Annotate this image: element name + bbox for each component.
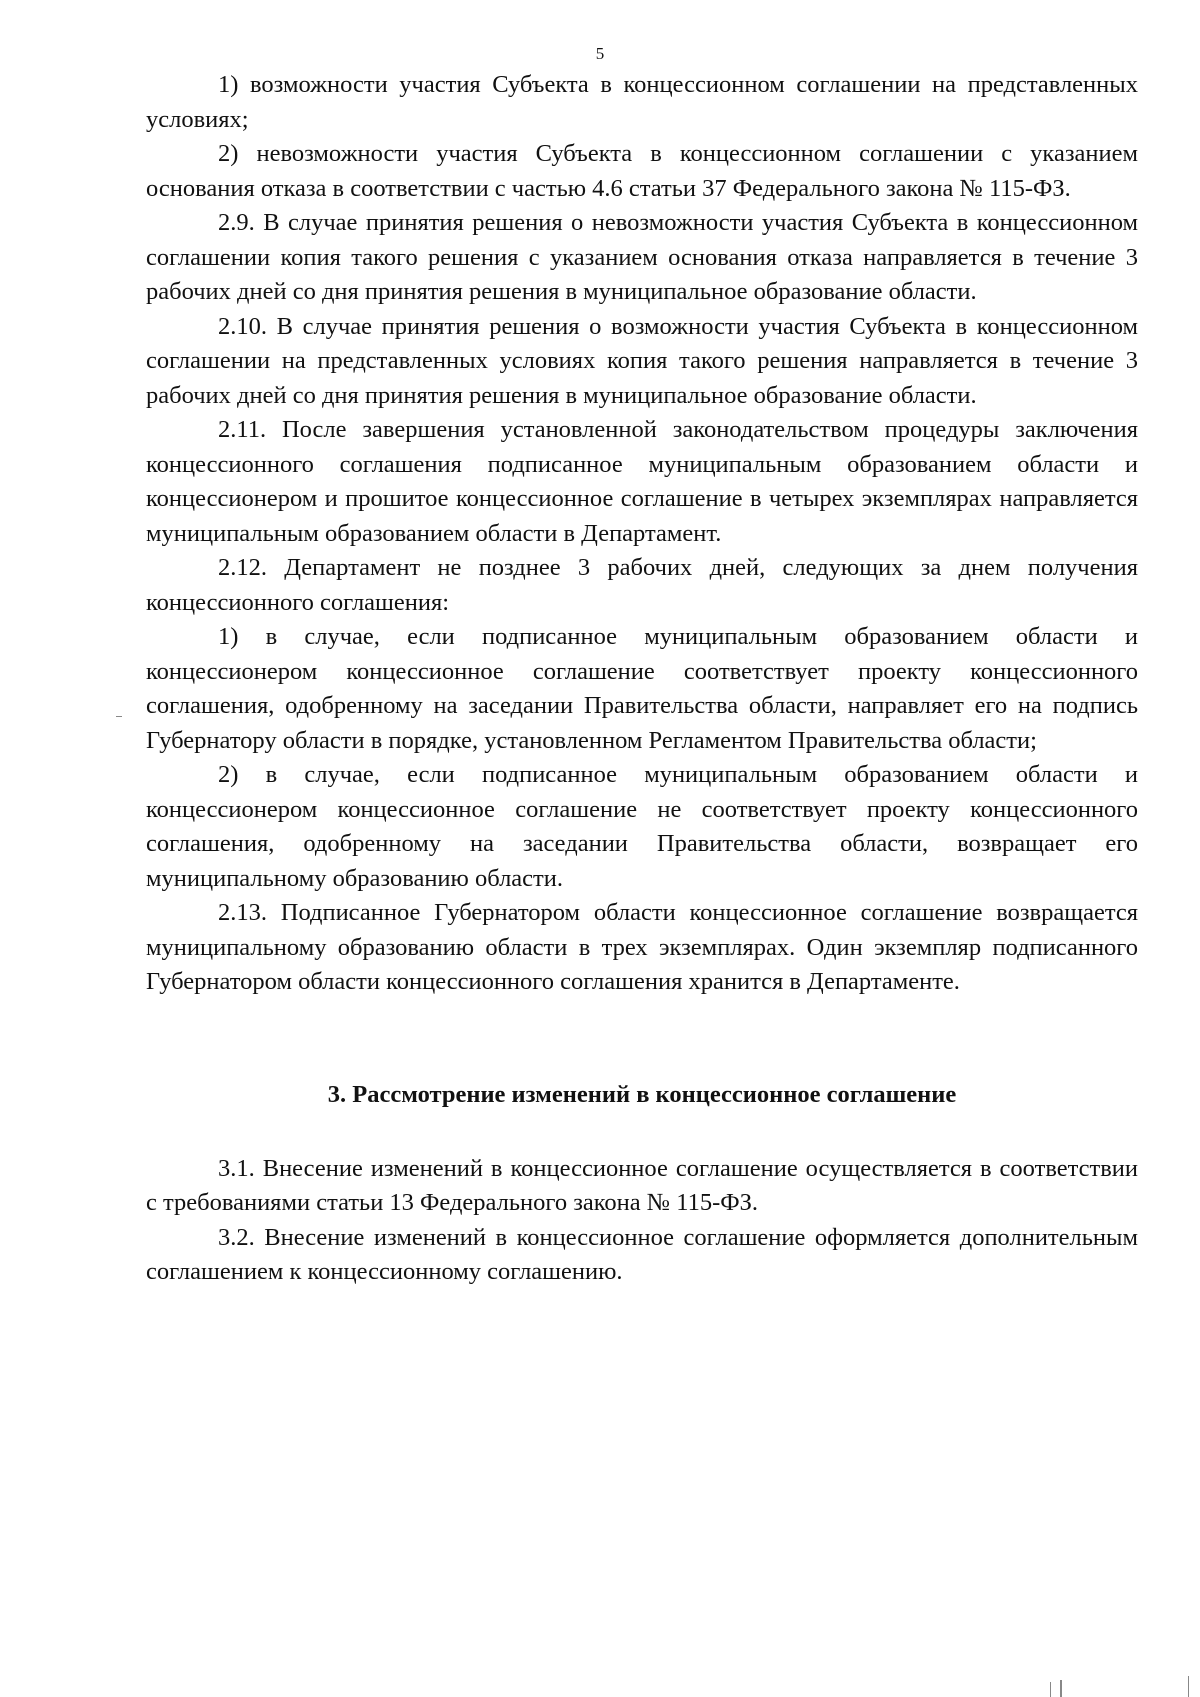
scan-edge-mark xyxy=(1060,1680,1062,1697)
document-body xyxy=(146,68,1138,1290)
paragraph-2-12-item-2: 2) в случае, если подписанное муниципальным образованием области и концессионером концессионное соглашение не соответствует проекту концессионного соглашения, одобренному на заседании Правительства области, возвращает его муниципальному образованию области. xyxy=(146,761,1138,892)
paragraph-3-1: 3.1. Внесение изменений в концессионное соглашение осуществляется в соответствии с требованиями статьи 13 Федерального закона № 115-ФЗ. xyxy=(146,1154,1138,1216)
paragraph-2-9: 2.9. В случае принятия решения о невозможности участия Субъекта в концессионном соглашении копия такого решения с указанием основания отказа направляется в течение 3 рабочих дней со дня принятия решения в муниципальное образование области. xyxy=(146,209,1138,305)
paragraph-2-12: 2.12. Департамент не позднее 3 рабочих дней, следующих за днем получения концессионного соглашения: xyxy=(146,554,1138,616)
page-number: 5 xyxy=(595,44,605,63)
paragraph-3-2: 3.2. Внесение изменений в концессионное соглашение оформляется дополнительным соглашением к концессионному соглашению. xyxy=(146,1223,1138,1285)
scan-edge-mark xyxy=(1188,1676,1189,1697)
paragraph-item-2: 2) невозможности участия Субъекта в концессионном соглашении с указанием основания отказа в соответствии с частью 4.6 статьи 37 Федерального закона № 115-ФЗ. xyxy=(146,140,1138,202)
paragraph-item-1: 1) возможности участия Субъекта в концессионном соглашении на представленных условиях; xyxy=(146,71,1138,133)
scan-edge-mark xyxy=(1050,1682,1051,1697)
section-3-title: 3. Рассмотрение изменений в концессионное соглашение xyxy=(327,1080,957,1108)
paragraph-2-13: 2.13. Подписанное Губернатором области концессионное соглашение возвращается муниципальному образованию области в трех экземплярах. Один экземпляр подписанного Губернатором области концессионного соглашения хранится в Департаменте. xyxy=(146,899,1138,995)
paragraph-2-10: 2.10. В случае принятия решения о возможности участия Субъекта в концессионном соглашении на представленных условиях копия такого решения направляется в течение 3 рабочих дней со дня принятия решения в муниципальное образование области. xyxy=(146,312,1138,409)
scan-edge-mark xyxy=(116,716,122,717)
paragraph-2-11: 2.11. После завершения установленной законодательством процедуры заключения концессионного соглашения подписанное муниципальным образованием области и концессионером и прошитое концессионное соглашение в четырех экземплярах направляется муниципальным образованием области в Департамент. xyxy=(146,416,1138,547)
paragraph-2-12-item-1: 1) в случае, если подписанное муниципальным образованием области и концессионером концессионное соглашение соответствует проекту концессионного соглашения, одобренному на заседании Правительства области, направляет его на подпись Губернатору области в порядке, установленном Регламентом Правительства области; xyxy=(146,623,1138,754)
